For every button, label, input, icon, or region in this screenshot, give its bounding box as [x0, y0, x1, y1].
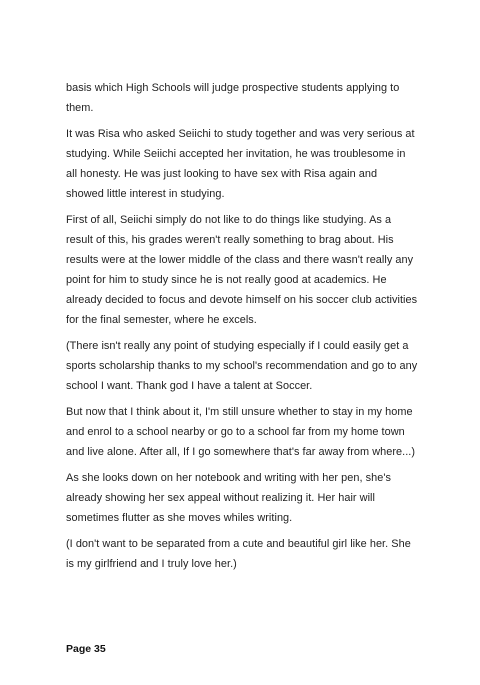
paragraph-4: (There isn't really any point of studying especially if I could easily get a sports scholarship thanks to my school's recommendation and go to any school I want. Thank god I have a talent at Soccer. [66, 340, 418, 392]
page-number: Page 35 [66, 643, 106, 655]
page-body [66, 78, 418, 580]
paragraph-5: But now that I think about it, I'm still unsure whether to stay in my home and enrol to a school nearby or go to a school far from my home town and live alone. After all, If I go somewhere that's far away from where...) [66, 406, 416, 458]
paragraph-2: It was Risa who asked Seiichi to study together and was very serious at studying. While Seiichi accepted her invitation, he was troublesome in all honesty. He was just looking to have sex with Risa again and showed little interest in studying. [66, 128, 415, 200]
paragraph-3: First of all, Seiichi simply do not like to do things like studying. As a result of this, his grades weren't really something to brag about. His results were at the lower middle of the class and there wasn't really any point for him to study since he is not really good at academics. He already decided to focus and devote himself on his soccer club activities for the final semester, where he excels. [66, 214, 418, 326]
paragraph-1: basis which High Schools will judge prospective students applying to them. [66, 82, 400, 114]
paragraph-7: (I don't want to be separated from a cute and beautiful girl like her. She is my girlfriend and I truly love her.) [66, 538, 411, 570]
paragraph-6: As she looks down on her notebook and writing with her pen, she's already showing her sex appeal without realizing it. Her hair will sometimes flutter as she moves whiles writing. [66, 472, 391, 524]
